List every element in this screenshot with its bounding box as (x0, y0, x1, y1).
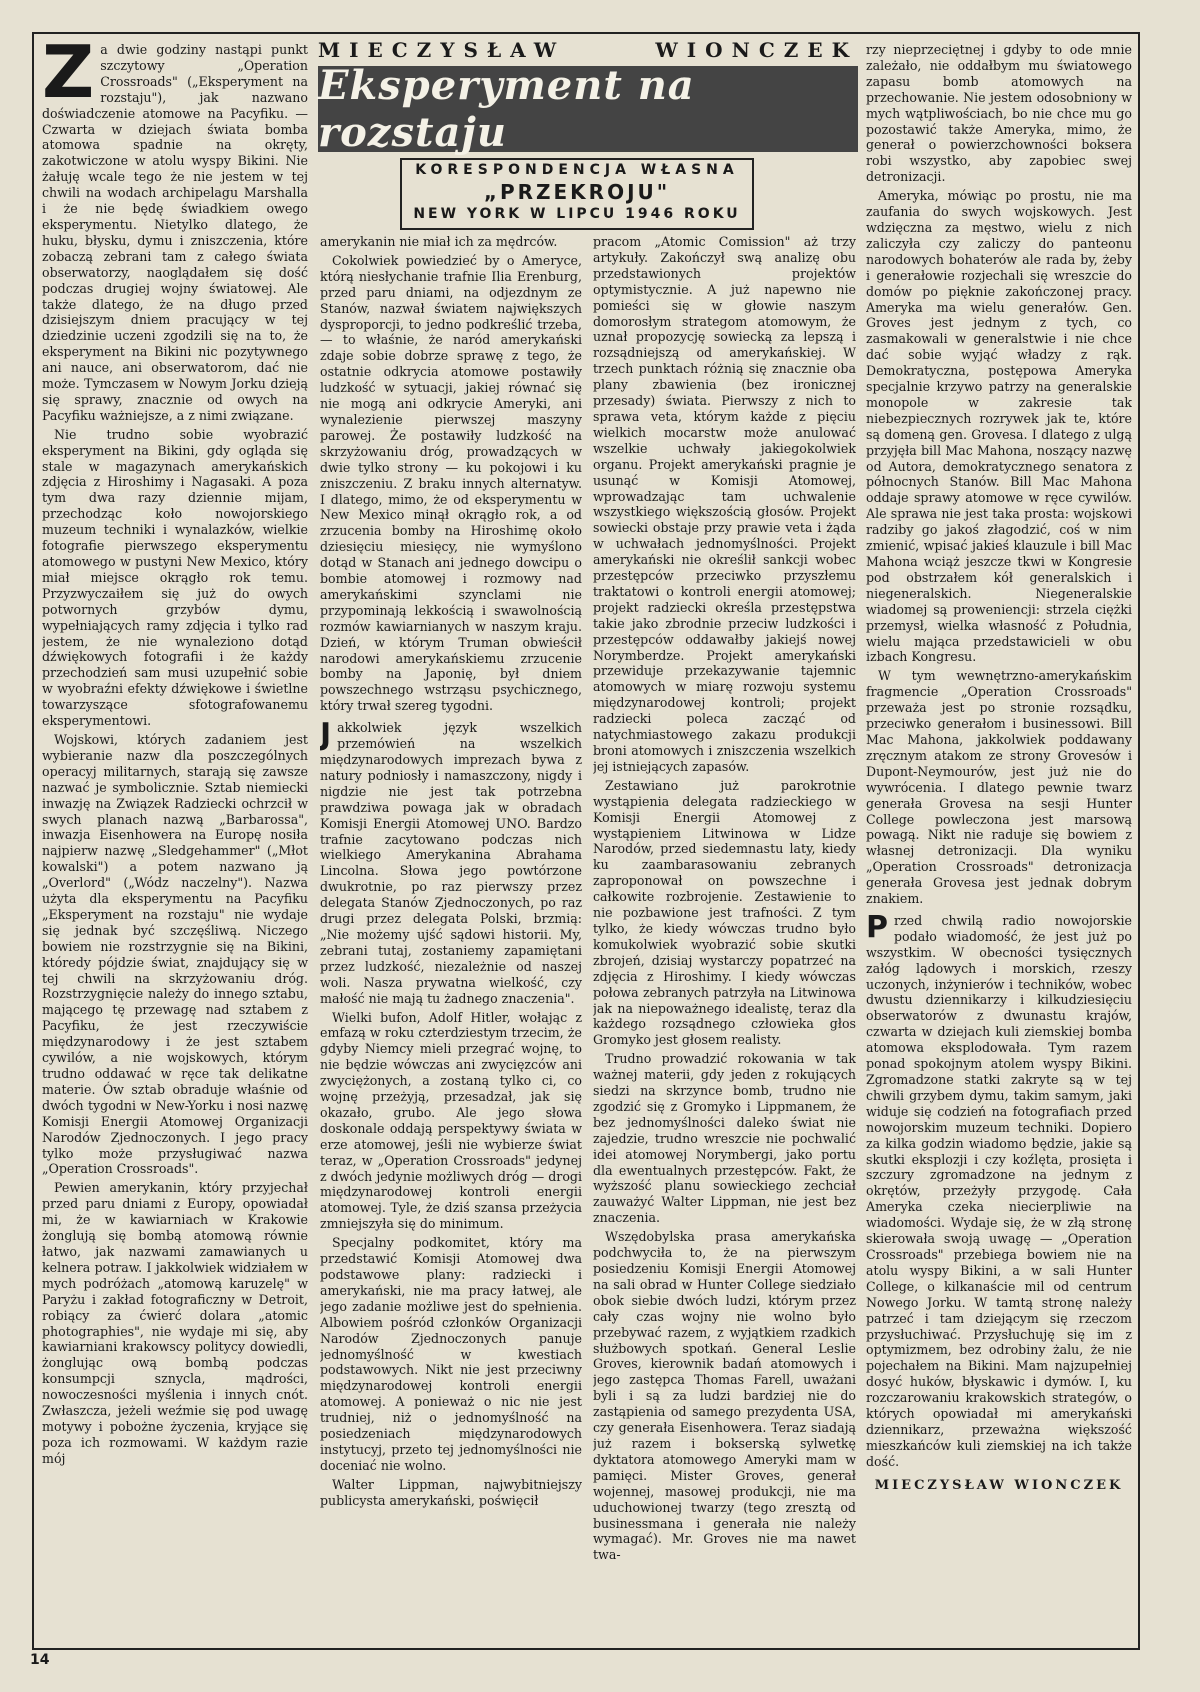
paragraph: rzy nieprzeciętnej i gdyby to ode mnie zależało, nie oddałbym mu światowego zapasu bomb atomowych na przechowanie. Nie jestem odosobniony w mych wątpliwościach, bo nie chce mu go pozostawić także Ameryka, mimo, że generał o powierzchowności boksera robi wszystko, aby zapobiec swej detronizacji. (866, 42, 1132, 185)
correspondence-box (400, 158, 754, 230)
paragraph: rzed chwilą radio nowojorskie podało wiadomość, że jest już po wszystkim. W obecności tysięcznych załóg lądowych i morskich, rzeszy uczonych, inżynierów i techników, wobec dwustu dziennikarzy i kilkudziesięciu obserwatorów z dwunastu krajów, czwarta w dziejach kuli ziemskiej bomba atomowa eksplodowała. Tym razem ponad spokojnym atolem wyspy Bikini. Zgromadzone statki zakryte są w tej chwili grzybem dymu, takim samym, jaki widuje się codzień na fotografiach przed nowojorskim muzeum techniki. Dopiero za kilka godzin wiadomo będzie, jakie są skutki eksplozji i czy koźlęta, prosięta i szczury zgromadzone na jednym z okrętów, przeżyły przygodę. Cała Ameryka czeka niecierpliwie na wiadomości. Wydaje się, że w złą stronę skierowała swoją uwagę — „Operation Crossroads" przebiega bowiem nie na atolu wyspy Bikini, a w sali Hunter College, o kilkanaście mil od centrum Nowego Jorku. W tamtą stronę należy patrzeć i tam dziejącym się rzeczom przysłuchiwać. Przysłuchuję się im z optymizmem, bez odrobiny żalu, że nie pojechałem na Bikini. Mam najzupełniej dosyć huków, błyskawic i dymów. I, ku rozczarowaniu krakowskich strategów, o których opowiadał mi amerykański dziennikarz, przeważna większość mieszkańców kuli ziemskiej na ich także dość. (866, 912, 1132, 1469)
paragraph: pracom „Atomic Comission" aż trzy artykuły. Zakończył swą analizę obu przedstawionych projektów optymistycznie. A już napewno nie pomieści się w głowie naszym domorosłym strategom atomowym, że uznał propozycję sowiecką za lepszą i rozsądniejszą od amerykańskiej. W trzech punktach różnią się znacznie oba plany zbawienia (bez ironicznej przesady) świata. Pierwszy z nich to sprawa veta, którym każde z pięciu wielkich mocarstw może anulować wszelkie uchwały jakiegokolwiek organu. Projekt amerykański pragnie je usunąć w Komisji Atomowej, wprowadzając tam uchwalenie wszystkiego większością głosów. Projekt sowiecki obstaje przy prawie veta i żąda w uchwałach jednomyślności. Projekt amerykański nie określił sankcji wobec przestępców przeciwko przyszłemu traktatowi o kontroli energii atomowej; projekt radziecki określa przestępstwa takie jako zbrodnie przeciw ludzkości i przestępców oddawałby jakiejś nowej Norymberdze. Projekt amerykański przewiduje przekazywanie tajemnic atomowych w miarę rozwoju systemu międzynarodowej kontroli; projekt radziecki poleca zacząć od natychmiastowego zakazu produkcji broni atomowych i zniszczenia wszelkich jej istniejących zapasów. (593, 234, 856, 774)
paragraph: Zestawiano już parokrotnie wystąpienia delegata radzieckiego w Komisji Energii Atomowej z wystąpieniem Litwinowa w Lidze Narodów, przed siedemnastu laty, kiedy ku zaambarasowaniu zebranych zaproponował on powszechne i całkowite rozbrojenie. Zestawienie to nie pozbawione jest trafności. Z tym tylko, że kiedy wówczas trudno było komukolwiek wyobrazić sobie skutki zbrojeń, dzisiaj wystarczy popatrzeć na zdjęcia z Hiroshimy. I kiedy wówczas połowa zebranych patrzyła na Litwinowa jak na niepoważnego idealistę, teraz dla każdego rozsądnego człowieka głos Gromyko jest głosem realisty. (593, 777, 856, 1048)
paragraph: akkolwiek język wszelkich przemówień na wszelkich międzynarodowych imprezach bywa z natury podniosły i namaszczony, nigdy i nigdzie nie jest tak potrzebna prawdziwa powaga jak w obradach Komisji Energii Atomowej UNO. Bardzo trafnie zacytowano podczas nich wielkiego Amerykanina Abrahama Lincolna. Słowa jego powtórzone dwukrotnie, po raz pierwszy przez delegata Stanów Zjednoczonych, po raz drugi przez delegata Polski, brzmią: „Nie możemy ujść sądowi historii. My, zebrani tutaj, zostaniemy zapamiętani przez ludzkość, niezależnie od naszej woli. Nasza prywatna wielkość, czy małość nie mają tu żadnego znaczenia". (320, 720, 582, 1006)
paragraph: Nie trudno sobie wyobrazić eksperyment na Bikini, gdy ogląda się stale w magazynach amerykańskich zdjęcia z Hiroshimy i Nagasaki. A poza tym dwa razy dziennie mijam, przechodząc koło nowojorskiego muzeum techniki i wynalazków, wielkie fotografie pierwszego eksperymentu atomowego w pustyni New Mexico, który miał miejsce okrągło rok temu. Przyzwyczaiłem się już do owych potwornych grzybów dymu, wypełniających ramy zdjęcia i tylko rad jestem, że nie wynaleziono dotąd dźwiękowych fotografii i że każdy przechodzień sam musi uzupełnić sobie w wyobraźni efekty dźwiękowe i świetlne towarzyszące sfotografowanemu eksperymentowi. (42, 426, 308, 729)
column-4 (866, 42, 1132, 1642)
correspondence-label: KORESPONDENCJA WŁASNA (415, 162, 739, 178)
author-byline (318, 38, 858, 62)
section-with-dropcap (320, 717, 582, 1006)
paragraph: Specjalny podkomitet, który ma przedstawić Komisji Atomowej dwa podstawowe plany: radziecki i amerykański, nie ma pracy łatwej, ale jego zadanie możliwe jest do spełnienia. Albowiem pośród członków Organizacji Narodów Zjednoczonych panuje jednomyślność w kwestiach podstawowych. Nikt nie jest przeciwny międzynarodowej kontroli energii atomowej. A ponieważ o nic nie jest trudniej, niż o jednomyślność na posiedzeniach międzynarodowych instytucyj, przeto tej jednomyślności nie doceniać nie wolno. (320, 1235, 582, 1473)
column-1 (42, 42, 308, 1642)
paragraph: Pewien amerykanin, który przyjechał przed paru dniami z Europy, opowiadał mi, że w kawiarniach w Krakowie żonglują się bombą atomową równie łatwo, jak nazwami zamawianych u kelnera potraw. I jakkolwiek widziałem w mych podróżach „atomową karuzelę" w Paryżu i zakład fotograficzny w Detroit, robiący za ćwierć dolara „atomic photographies", nie wydaje mi się, aby kawiarniani krakowscy politycy dowiedli, żonglując ową bombą podczas konsumpcji sznycla, mądrości, nowoczesności myślenia i innych cnót. Zwłaszcza, jeżeli weźmie się pod uwagę motywy i pobożne życzenia, kryjące się poza ich rozmowami. W każdym razie mój (42, 1180, 308, 1466)
paragraph: Wojskowi, których zadaniem jest wybieranie nazw dla poszczególnych operacyj militarnych, starają się zawsze nazwać je symbolicznie. Sztab niemiecki inwazję na Związek Radziecki ochrzcił w swych planach nazwą „Barbarossa", inwazja Eisenhowera na Europę nosiła najpierw nazwę „Sledgehammer" („Młot kowalski") a potem nazwano ją „Overlord" („Wódz naczelny"). Nazwa użyta dla eksperymentu na Pacyfiku „Eksperyment na rozstaju" nie wydaje się jednak być szczęśliwą. Niczego bowiem nie rozstrzygnie się na Bikini, któredy pójdzie świat, znajdujący się w tej chwili na skrzyżowaniu dróg. Rozstrzygnięcie należy do innego sztabu, mającego tę przewagę nad sztabem z Pacyfiku, że jest rzeczywiście międzynarodowy i że jest sztabem cywilów, a nie wojskowych, którym trudno oddawać w ręce tak delikatne materie. Ów sztab obraduje właśnie od dwóch tygodni w New-Yorku i nosi nazwę Komisji Energii Atomowej Organizacji Narodów Zjednoczonych. I jego pracy tylko może przysługiwać nazwa „Operation Crossroads". (42, 731, 308, 1177)
dateline: NEW YORK W LIPCU 1946 ROKU (413, 206, 741, 222)
paragraph: Ameryka, mówiąc po prostu, nie ma zaufania do swych wojskowych. Jest wdzięczna za męstwo, wielu z nich zaliczyła czy zaliczy do panteonu narodowych bohaterów ale rada by, żeby i generałowie rozjechali się wreszcie do domów po pięknie zakończonej pracy. Ameryka ma wielu generałów. Gen. Groves jest jednym z tych, co zasmakowali w generalstwie i nie chce dać sobie wyjąć władzy z rąk. Demokratyczna, postępowa Ameryka specjalnie krzywo patrzy na generalskie monopole w zakresie tak niebezpiecznych rozrywek jak te, które są domeną gen. Grovesa. I dlatego z ulgą przyjęła bill Mac Mahona, noszący nazwę od Autora, demokratycznego senatora z północnych Stanów. Bill Mac Mahona oddaje sprawy atomowe w ręce cywilów. Ale sprawa nie jest taka prosta: wojskowi radziby go jakoś złagodzić, coś w nim zmienić, wpisać jakieś klauzule i bill Mac Mahona wciąż jeszcze tkwi w Kongresie pod obstrzałem kół generalskich i niegeneralskich. Niegeneralskie wiadomej są proweniencji: strzela ciężki przemysł, wielka własność z Południa, wielu mająca przedstawicieli w obu izbach Kongresu. (866, 188, 1132, 665)
magazine-name: „PRZEKROJU" (483, 180, 671, 204)
paragraph: Trudno prowadzić rokowania w tak ważnej materii, gdy jeden z rokujących siedzi na skrzynce bomb, trudno nie zgodzić się z Gromyko i Lippmanem, że bez jednomyślności daleko świat nie zajedzie, trudno wreszcie nie pochwalić idei atomowej Norymbergi, jako portu dla ewentualnych przestępców. Fakt, że wyższość planu sowieckiego zechciał zauważyć Walter Lippman, nie jest bez znaczenia. (593, 1051, 856, 1226)
paragraph: amerykanin nie miał ich za mędrców. (320, 234, 558, 249)
author-first-name: MIECZYSŁAW (318, 38, 566, 62)
drop-cap: Z (42, 42, 95, 114)
column-2 (320, 234, 582, 1642)
paragraph: a dwie godziny nastąpi punkt szczytowy „Operation Crossroads" („Eksperyment na rozstaju"), jak nazwano doświadczenie atomowe na Pacyfiku. — Czwarta w dziejach świata bomba atomowa spadnie na okręty, zakotwiczone w atolu wyspy Bikini. Nie żałuję wcale tego że nie jestem w tej chwili na wodach archipelagu Marshalla i że nie będę świadkiem owego eksperymentu. Nietylko dlatego, że huku, błysku, dymu i zniszczenia, które zobaczą zebrani tam z całego świata obserwatorzy, naoglądałem się dość podczas drugiej wojny światowej. Ale także dlatego, że na długo przed dzisiejszym dniem pracujący w tej dziedzinie uczeni zgodzili się na to, że eksperyment na Bikini nic pozytywnego ani nauce, ani obserwatorom, dać nie może. Tymczasem w Nowym Jorku dzieją się sprawy, znacznie od owych na Pacyfiku ważniejsze, a z nimi związane. (42, 42, 308, 423)
paragraph: Walter Lippman, najwybitniejszy publicysta amerykański, poświęcił (320, 1476, 582, 1508)
paragraph: Wielki bufon, Adolf Hitler, wołając z emfazą w roku czterdziestym trzecim, że gdyby Niemcy mieli przegrać wojnę, to nie będzie wówczas ani zwycięzców ani zwyciężonych, a zostaną tylko ci, co wojnę przeżyją, przesadzał, jak się okazało, grubo. Ale jego słowa doskonale oddają perspektywy świata w erze atomowej, jeśli nie wybierze świat teraz, w „Operation Crossroads" jedynej z dwóch jedynie możliwych dróg — drogi międzynarodowej kontroli energii atomowej. Tyle, że dziś szansa przeżycia zmniejszyła się do minimum. (320, 1009, 582, 1232)
author-last-name: WIONCZEK (655, 38, 858, 62)
author-signoff: MIECZYSŁAW WIONCZEK (874, 1477, 1124, 1493)
drop-cap: P (866, 909, 888, 945)
drop-cap: J (320, 717, 332, 753)
section-with-dropcap (866, 909, 1132, 1470)
paragraph: Wszędobylska prasa amerykańska podchwyciła to, że na pierwszym posiedzeniu Komisji Energii Atomowej na sali obrad w Hunter College siedziało obok siebie dwóch ludzi, którym przez cały czas wojny nie wolno było przebywać razem, z wyjątkiem rzadkich służbowych spotkań. General Leslie Groves, kierownik badań atomowych i jego zastępca Thomas Farell, uważani byli i są za ludzi bardziej nie do zastąpienia od samego prezydenta USA, czy generała Eisenhowera. Teraz siadają już razem i bokserską sylwetkę dyktatora atomowego Ameryki mam w pamięci. Mister Groves, generał wojennej, masowej produkcji, nie ma uduchowionej twarzy (tego zresztą od businessmana i generała nie należy wymagać). Mr. Groves nie ma nawet twa- (593, 1229, 856, 1563)
page-number: 14 (30, 1652, 50, 1668)
article-title: Eksperyment na rozstaju (318, 62, 695, 156)
title-banner (318, 62, 858, 156)
paragraph: Cokolwiek powiedzieć by o Ameryce, którą niesłychanie trafnie Ilia Erenburg, przed paru dniami, na odjezdnym ze Stanów, nazwał światem największych dysproporcji, to jedno podkreślić trzeba, — to właśnie, że naród amerykański zdaje sobie dobrze sprawę z tego, że ostatnie odkrycia atomowe postawiły ludzkość w sytuacji, jakiej równać się nie mogą ani odkrycie Ameryki, ani wynalezienie pierwszej maszyny parowej. Że postawiły ludzkość na skrzyżowaniu dróg, prowadzących w dwie tylko strony — ku pokojowi i ku zniszczeniu. Z braku innych alternatyw. I dlatego, mimo, że od eksperymentu w New Mexico minął okrągło rok, a od zrzucenia bomby na Hiroshimę około dziesięciu miesięcy, nie wymyślono dotąd w Stanach ani jednego dowcipu o bombie atomowej i rozmowy nad amerykańskimi szynclami nie przypominają lekkością i swawolnością rozmów kawiarnianych w naszym kraju. Dzień, w którym Truman obwieścił narodowi amerykańskiemu zrzucenie bomby na Japonię, był dniem powszechnego wstrząsu psychicznego, który trwał szereg tygodni. (320, 252, 582, 714)
column-3 (593, 234, 856, 1642)
paragraph: W tym wewnętrzno-amerykańskim fragmencie „Operation Crossroads" przeważa jest po stronie rozsądku, przeciwko generałom i businessowi. Bill Mac Mahona, jakkolwiek poddawany zręcznym atakom ze strony Grovesów i Dupont-Neymourów, jest już nie do wywrócenia. I dlatego pewnie twarz generała Grovesa na sesji Hunter College powleczona jest marsową powagą. Nikt nie raduje się bowiem z własnej detronizacji. Dla wyniku „Operation Crossroads" detronizacja generała Grovesa jest jednak dobrym znakiem. (866, 668, 1132, 907)
